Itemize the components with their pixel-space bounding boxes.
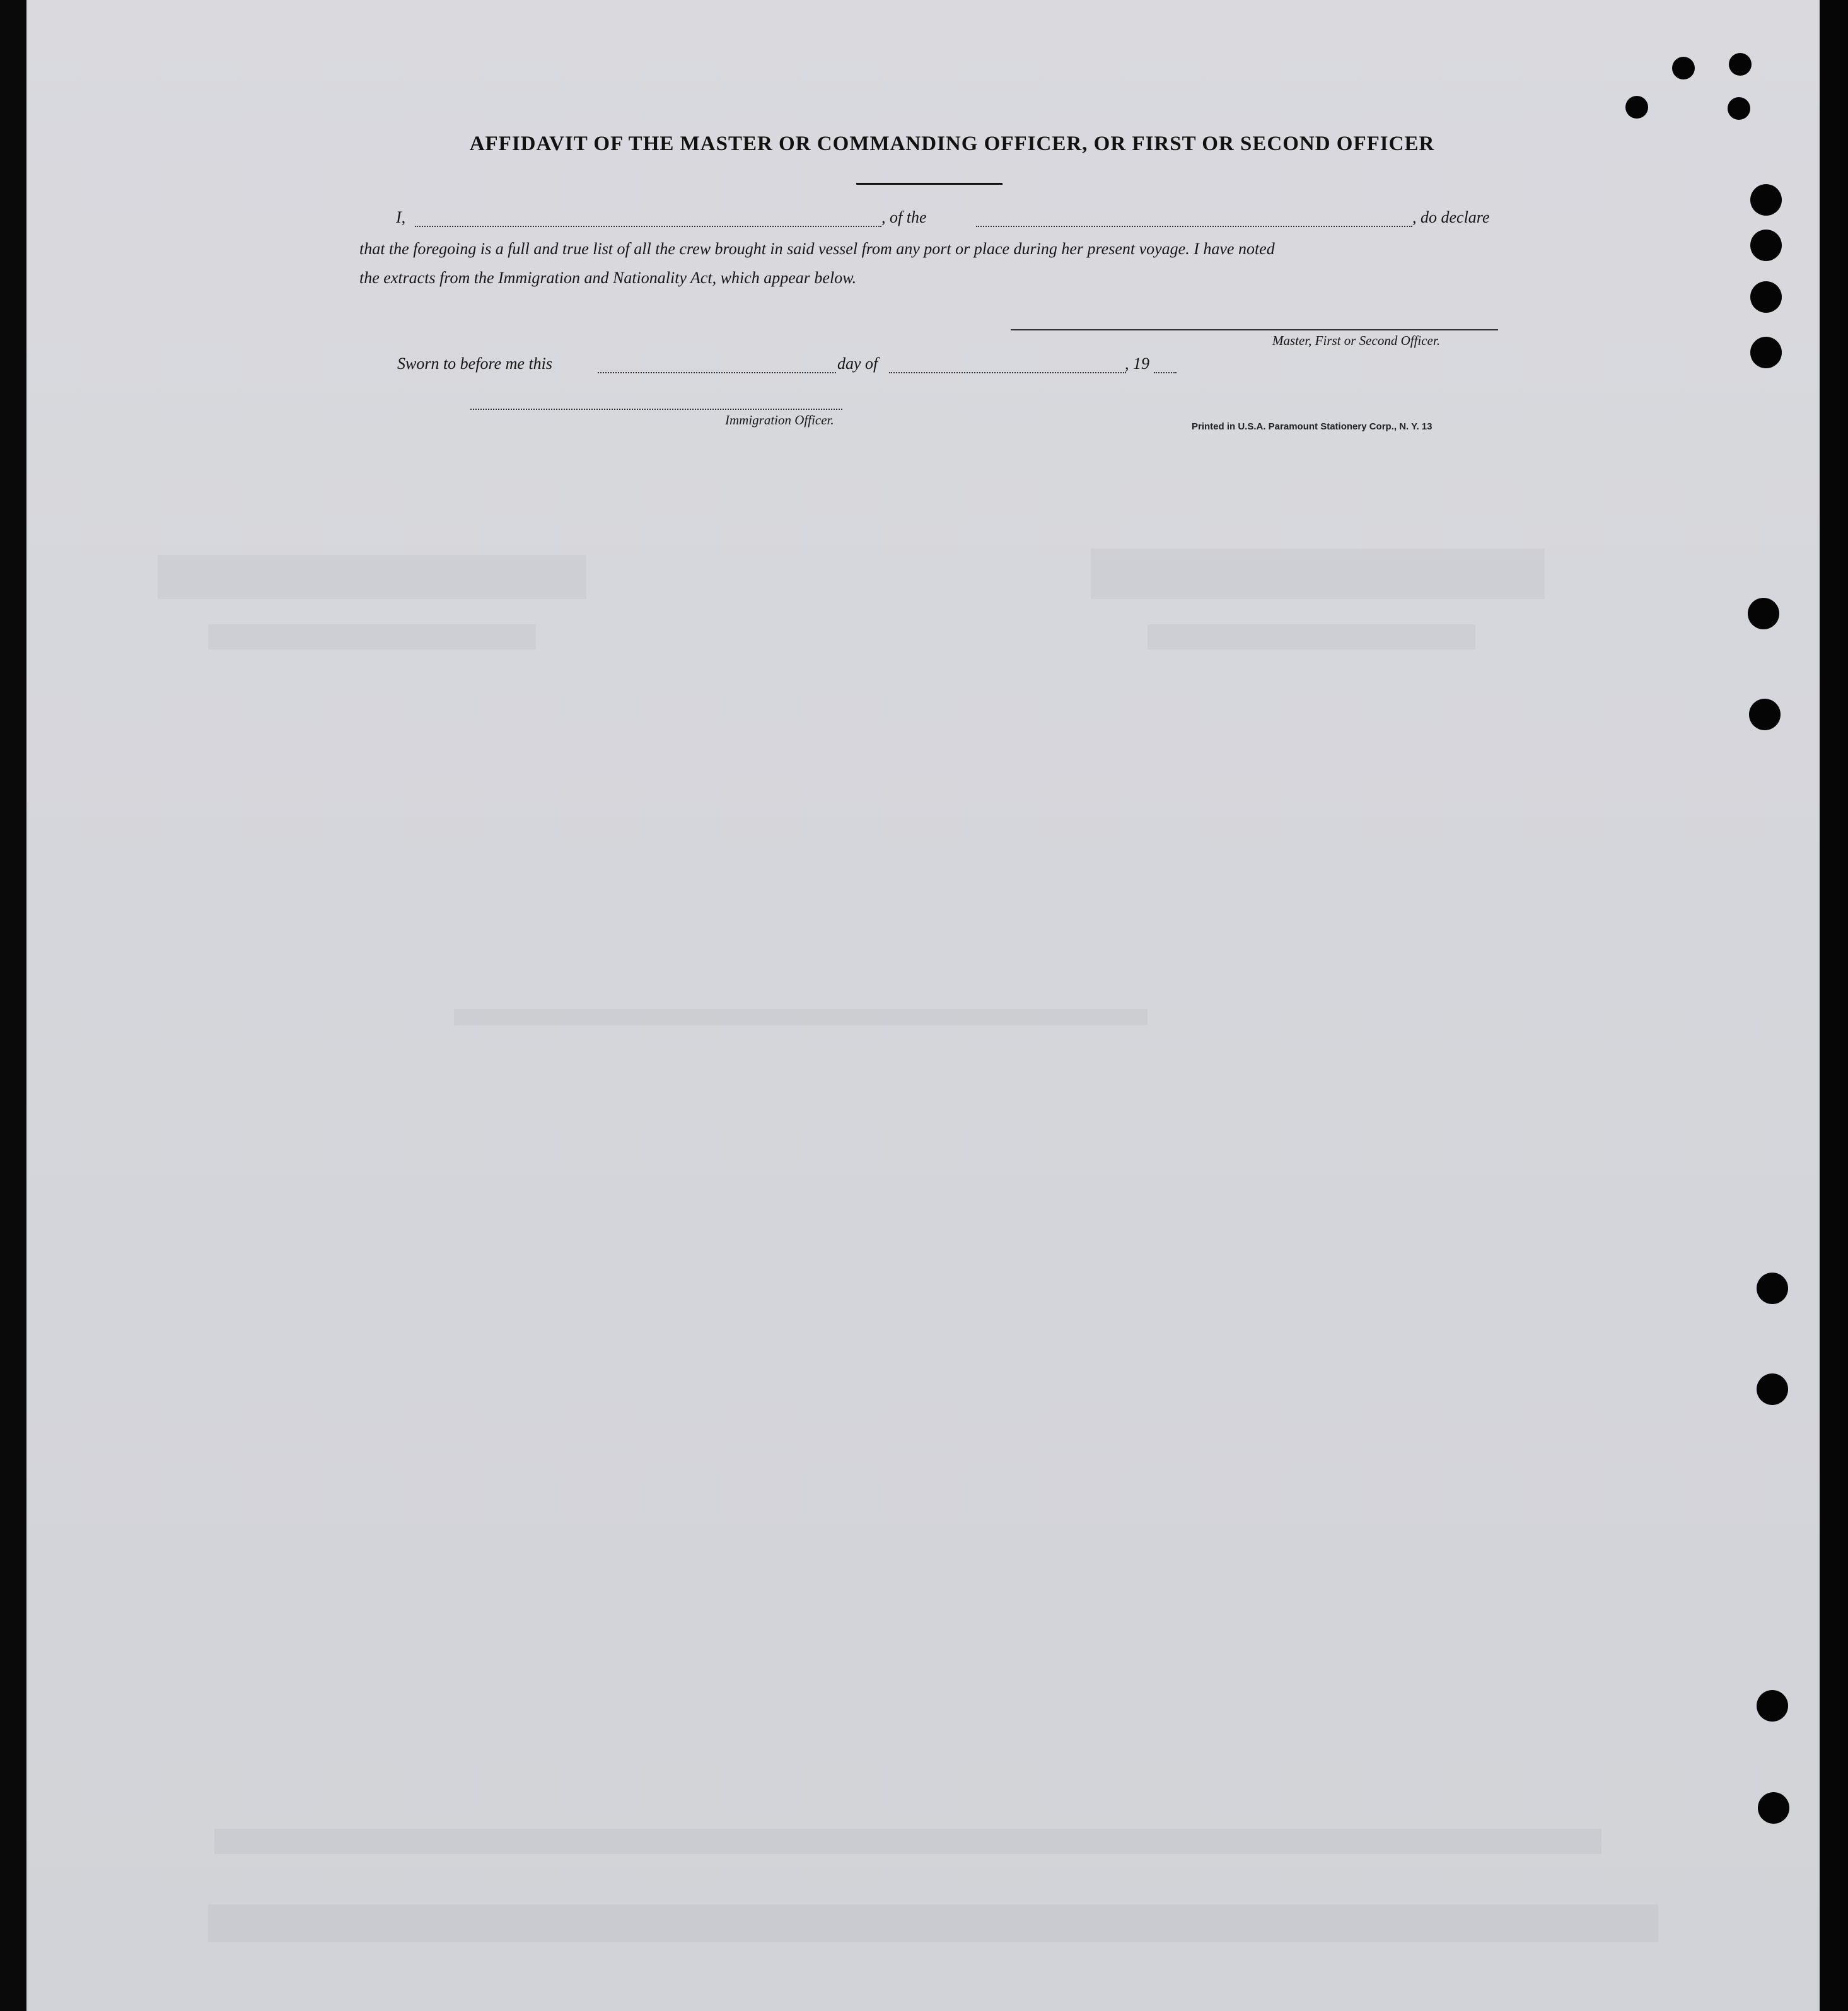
punch-hole (1757, 1273, 1788, 1304)
punch-hole (1625, 96, 1648, 119)
punch-hole (1758, 1792, 1789, 1824)
punch-hole (1729, 53, 1752, 76)
punch-hole (1672, 57, 1695, 79)
punch-hole (1757, 1690, 1788, 1722)
declarant-label: I, (396, 208, 406, 226)
title-underline (856, 183, 1002, 185)
punch-hole (1750, 184, 1782, 216)
sworn-label: Sworn to before me this (397, 354, 553, 373)
sworn-year-field[interactable] (1154, 372, 1177, 373)
sworn-month-field[interactable] (889, 372, 1126, 373)
document-page (26, 0, 1820, 2011)
punch-hole (1748, 598, 1779, 629)
punch-hole (1728, 97, 1750, 120)
day-of-label: day of (837, 354, 878, 373)
do-declare-label: , do declare (1412, 208, 1490, 226)
declarant-name-field[interactable] (415, 226, 881, 227)
punch-hole (1750, 281, 1782, 313)
master-signature-line[interactable] (1011, 329, 1498, 330)
year-label: , 19 (1125, 354, 1149, 373)
declaration-line-3: the extracts from the Immigration and Nationality Act, which appear below. (359, 269, 857, 287)
immigration-officer-signature-line[interactable] (470, 409, 842, 410)
punch-hole (1749, 699, 1781, 730)
master-signature-caption: Master, First or Second Officer. (1272, 333, 1440, 348)
immigration-officer-caption: Immigration Officer. (725, 412, 834, 428)
printer-imprint: Printed in U.S.A. Paramount Stationery Corp., N. Y. 13 (1192, 421, 1432, 432)
sworn-day-field[interactable] (598, 372, 836, 373)
affidavit-title: AFFIDAVIT OF THE MASTER OR COMMANDING OFFICER, OR FIRST OR SECOND OFFICER (469, 132, 1435, 155)
punch-hole (1750, 337, 1782, 368)
declaration-line-2: that the foregoing is a full and true list of all the crew brought in said vessel from any port or place during her present voyage. I have noted (359, 240, 1275, 258)
punch-hole (1750, 230, 1782, 261)
punch-hole (1757, 1373, 1788, 1405)
vessel-name-field[interactable] (976, 226, 1412, 227)
of-the-label: , of the (881, 208, 927, 226)
page-edge (1820, 0, 1848, 2011)
